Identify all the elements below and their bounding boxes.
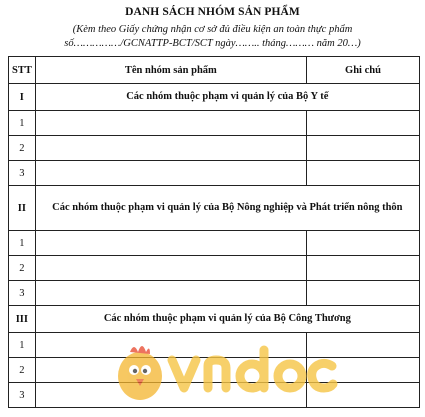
- note-cell[interactable]: [306, 383, 419, 408]
- product-name-cell[interactable]: [35, 161, 306, 186]
- group-title: Các nhóm thuộc phạm vi quản lý của Bộ Nông nghiệp và Phát triển nông thôn: [35, 186, 419, 231]
- table-row: [9, 111, 420, 136]
- table-header-row: [9, 57, 420, 84]
- product-name-cell[interactable]: [35, 136, 306, 161]
- product-group-table: [8, 56, 420, 408]
- product-name-cell[interactable]: [35, 383, 306, 408]
- note-cell[interactable]: [306, 161, 419, 186]
- product-name-cell[interactable]: [35, 358, 306, 383]
- group-stt: III: [9, 306, 36, 333]
- row-stt: 1: [9, 231, 36, 256]
- table-row: [9, 333, 420, 358]
- row-stt: 3: [9, 281, 36, 306]
- row-stt: 1: [9, 333, 36, 358]
- product-name-cell[interactable]: [35, 111, 306, 136]
- note-cell[interactable]: [306, 136, 419, 161]
- document-note-line-2: số……………/GCNATTP-BCT/SCT ngày…….. tháng……… năm 20…): [64, 38, 361, 49]
- group-stt: I: [9, 84, 36, 111]
- row-stt: 2: [9, 136, 36, 161]
- table-row: [9, 231, 420, 256]
- note-cell[interactable]: [306, 281, 419, 306]
- table-row: [9, 161, 420, 186]
- document-note: [0, 23, 425, 51]
- row-stt: 3: [9, 161, 36, 186]
- table-row: [9, 256, 420, 281]
- product-name-cell[interactable]: [35, 281, 306, 306]
- header-note: Ghi chú: [306, 57, 419, 84]
- table-row: [9, 281, 420, 306]
- row-stt: 2: [9, 256, 36, 281]
- note-cell[interactable]: [306, 256, 419, 281]
- group-title: Các nhóm thuộc phạm vi quản lý của Bộ Công Thương: [35, 306, 419, 333]
- note-cell[interactable]: [306, 333, 419, 358]
- row-stt: 3: [9, 383, 36, 408]
- header-stt: STT: [9, 57, 36, 84]
- group-title: Các nhóm thuộc phạm vi quản lý của Bộ Y tế: [35, 84, 419, 111]
- product-name-cell[interactable]: [35, 256, 306, 281]
- row-stt: 1: [9, 111, 36, 136]
- note-cell[interactable]: [306, 231, 419, 256]
- group-row-ministry-of-agriculture: [9, 186, 420, 231]
- group-stt: II: [9, 186, 36, 231]
- table-row: [9, 358, 420, 383]
- note-cell[interactable]: [306, 111, 419, 136]
- table-row: [9, 136, 420, 161]
- note-cell[interactable]: [306, 358, 419, 383]
- product-name-cell[interactable]: [35, 231, 306, 256]
- document-note-line-1: (Kèm theo Giấy chứng nhận cơ sở đủ điều kiện an toàn thực phẩm: [72, 24, 353, 35]
- group-row-ministry-of-health: [9, 84, 420, 111]
- product-name-cell[interactable]: [35, 333, 306, 358]
- group-row-ministry-of-industry-and-trade: [9, 306, 420, 333]
- row-stt: 2: [9, 358, 36, 383]
- header-product-group-name: Tên nhóm sản phẩm: [35, 57, 306, 84]
- document-title: DANH SÁCH NHÓM SẢN PHẨM: [125, 6, 300, 18]
- table-row: [9, 383, 420, 408]
